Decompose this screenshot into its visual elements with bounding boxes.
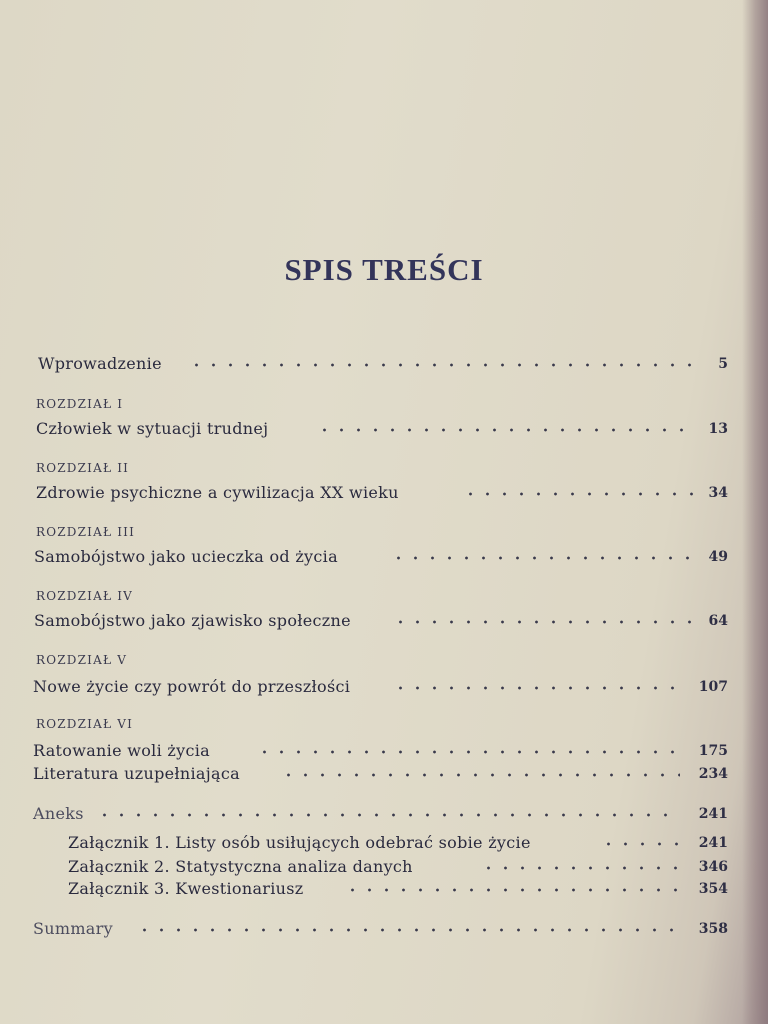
dot-leader: [96, 809, 680, 821]
dot-leader: [480, 862, 680, 874]
toc-entry-chapter-5: [0, 676, 768, 698]
toc-page-number: 354: [698, 881, 728, 897]
toc-page-number: 175: [698, 743, 728, 759]
toc-page-number: 346: [698, 859, 728, 875]
toc-page-number: 5: [718, 356, 728, 372]
toc-page-number: 241: [698, 835, 728, 851]
chapter-label: ROZDZIAŁ II: [36, 461, 130, 475]
dot-leader: [392, 616, 693, 628]
toc-entry-title: Literatura uzupełniająca: [33, 764, 240, 783]
toc-page-number: 107: [698, 679, 728, 695]
toc-entry-chapter-2: [0, 482, 768, 504]
page-title: SPIS TREŚCI: [284, 252, 484, 287]
chapter-label: ROZDZIAŁ I: [36, 397, 124, 411]
toc-page-number: 49: [708, 549, 728, 565]
dot-leader: [390, 552, 693, 564]
dot-leader: [136, 924, 680, 936]
toc-entry-chapter-4: [0, 610, 768, 632]
chapter-label: ROZDZIAŁ IV: [36, 589, 134, 603]
toc-page-number: 358: [698, 921, 728, 937]
toc-entry-title: Człowiek w sytuacji trudnej: [36, 419, 269, 438]
toc-entry-title: Aneks: [33, 804, 84, 823]
dot-leader: [280, 769, 680, 781]
toc-entry-appendix-1: [0, 832, 768, 854]
toc-entry-title: Summary: [33, 919, 113, 938]
toc-entry-chapter-3: [0, 546, 768, 568]
toc-entry-chapter-1: [0, 418, 768, 440]
toc-entry-chapter-6: [0, 740, 768, 762]
toc-entry-summary: [0, 918, 768, 940]
toc-entry-title: Wprowadzenie: [38, 354, 162, 373]
toc-page-number: 34: [708, 485, 728, 501]
toc-entry-title: Samobójstwo jako zjawisko społeczne: [34, 611, 351, 630]
toc-entry-title: Nowe życie czy powrót do przeszłości: [33, 677, 351, 696]
toc-page-number: 234: [698, 766, 728, 782]
chapter-label: ROZDZIAŁ V: [36, 653, 128, 667]
dot-leader: [392, 682, 680, 694]
toc-page-number: 241: [698, 806, 728, 822]
toc-entry-title: Ratowanie woli życia: [33, 741, 210, 760]
toc-entry-title: Załącznik 3. Kwestionariusz: [68, 879, 304, 898]
dot-leader: [600, 838, 680, 850]
chapter-label: ROZDZIAŁ III: [36, 525, 136, 539]
toc-entry-title: Zdrowie psychiczne a cywilizacja XX wieku: [36, 483, 399, 502]
toc-page-number: 64: [708, 613, 728, 629]
dot-leader: [256, 746, 680, 758]
toc-entry-annex: [0, 803, 768, 825]
dot-leader: [188, 359, 693, 371]
toc-entry-title: Załącznik 2. Statystyczna analiza danych: [68, 857, 413, 876]
toc-entry-appendix-3: [0, 878, 768, 900]
dot-leader: [316, 424, 693, 436]
toc-entry-title: Załącznik 1. Listy osób usiłujących odebrać sobie życie: [68, 833, 531, 852]
toc-entry-appendix-2: [0, 856, 768, 878]
toc-page-number: 13: [708, 421, 728, 437]
toc-entry-bibliography: [0, 763, 768, 785]
toc-entry-introduction: [0, 353, 768, 375]
toc-entry-title: Samobójstwo jako ucieczka od życia: [34, 547, 338, 566]
chapter-label: ROZDZIAŁ VI: [36, 717, 134, 731]
dot-leader: [462, 488, 693, 500]
dot-leader: [344, 884, 680, 896]
